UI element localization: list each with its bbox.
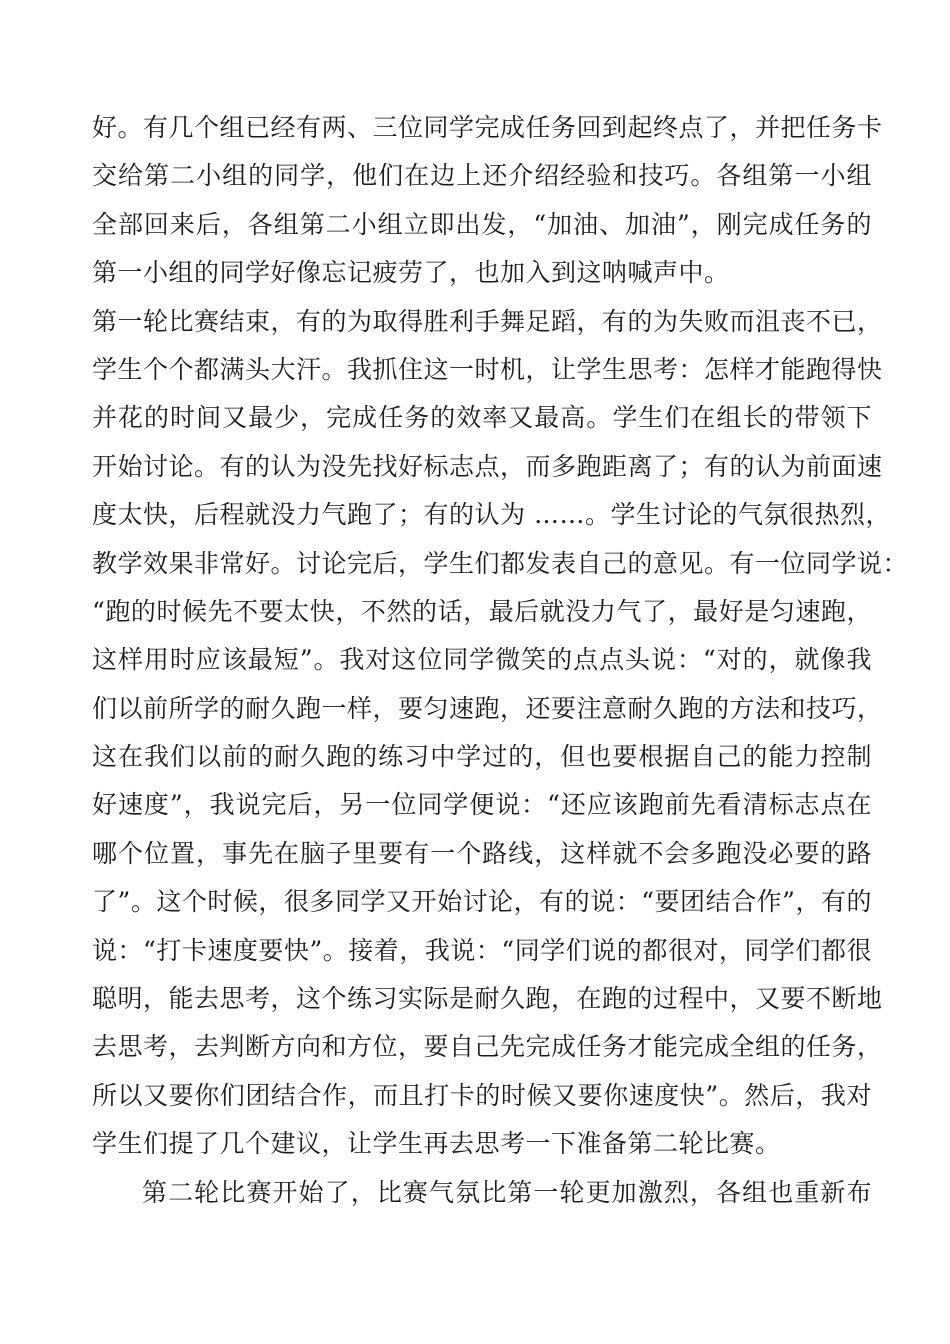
text-line: “跑的时候先不要太快，不然的话，最后就没力气了，最好是匀速跑， bbox=[92, 596, 872, 626]
text-line: 聪明，能去思考，这个练习实际是耐久跑，在跑的过程中，又要不断地 bbox=[92, 984, 883, 1014]
text-line: 全部回来后，各组第二小组立即出发，“加油、加油”，刚完成任务的 bbox=[92, 209, 872, 239]
text-line: 哪个位置，事先在脑子里要有一个路线，这样就不会多跑没必要的路 bbox=[92, 838, 872, 868]
text-line: 第二轮比赛开始了，比赛气氛比第一轮更加激烈，各组也重新布 bbox=[142, 1177, 872, 1207]
text-line: 好速度”，我说完后，另一位同学便说：“还应该跑前先看清标志点在 bbox=[92, 790, 872, 820]
text-line: 学生们提了几个建议，让学生再去思考一下准备第二轮比赛。 bbox=[92, 1129, 781, 1159]
text-line: 度太快，后程就没力气跑了；有的认为 ……。学生讨论的气氛很热烈， bbox=[92, 500, 891, 530]
text-line: 所以又要你们团结合作，而且打卡的时候又要你速度快”。然后，我对 bbox=[92, 1080, 872, 1110]
text-line: 并花的时间又最少，完成任务的效率又最高。学生们在组长的带领下 bbox=[92, 403, 872, 433]
body-text bbox=[92, 104, 909, 1217]
text-line: 说：“打卡速度要快”。接着，我说：“同学们说的都很对，同学们都很 bbox=[92, 935, 872, 965]
text-line: 学生个个都满头大汗。我抓住这一时机，让学生思考：怎样才能跑得快 bbox=[92, 354, 883, 384]
text-line: 这在我们以前的耐久跑的练习中学过的，但也要根据自己的能力控制 bbox=[92, 742, 872, 772]
text-line: 们以前所学的耐久跑一样，要匀速跑，还要注意耐久跑的方法和技巧， bbox=[92, 693, 883, 723]
text-line: 第一小组的同学好像忘记疲劳了，也加入到这呐喊声中。 bbox=[92, 258, 730, 288]
text-line: 了”。这个时候，很多同学又开始讨论，有的说：“要团结合作”，有的 bbox=[92, 887, 872, 917]
text-line: 去思考，去判断方向和方位，要自己先完成任务才能完成全组的任务， bbox=[92, 1032, 883, 1062]
text-line: 教学效果非常好。讨论完后，学生们都发表自己的意见。有一位同学说： bbox=[92, 548, 909, 578]
text-line: 开始讨论。有的认为没先找好标志点，而多跑距离了；有的认为前面速 bbox=[92, 451, 883, 481]
text-line: 第一轮比赛结束，有的为取得胜利手舞足蹈，有的为失败而沮丧不已， bbox=[92, 306, 883, 336]
text-line: 好。有几个组已经有两、三位同学完成任务回到起终点了，并把任务卡 bbox=[92, 113, 883, 142]
text-line: 交给第二小组的同学，他们在边上还介绍经验和技巧。各组第一小组 bbox=[92, 161, 872, 191]
text-line: 这样用时应该最短”。我对这位同学微笑的点点头说：“对的，就像我 bbox=[92, 645, 872, 675]
